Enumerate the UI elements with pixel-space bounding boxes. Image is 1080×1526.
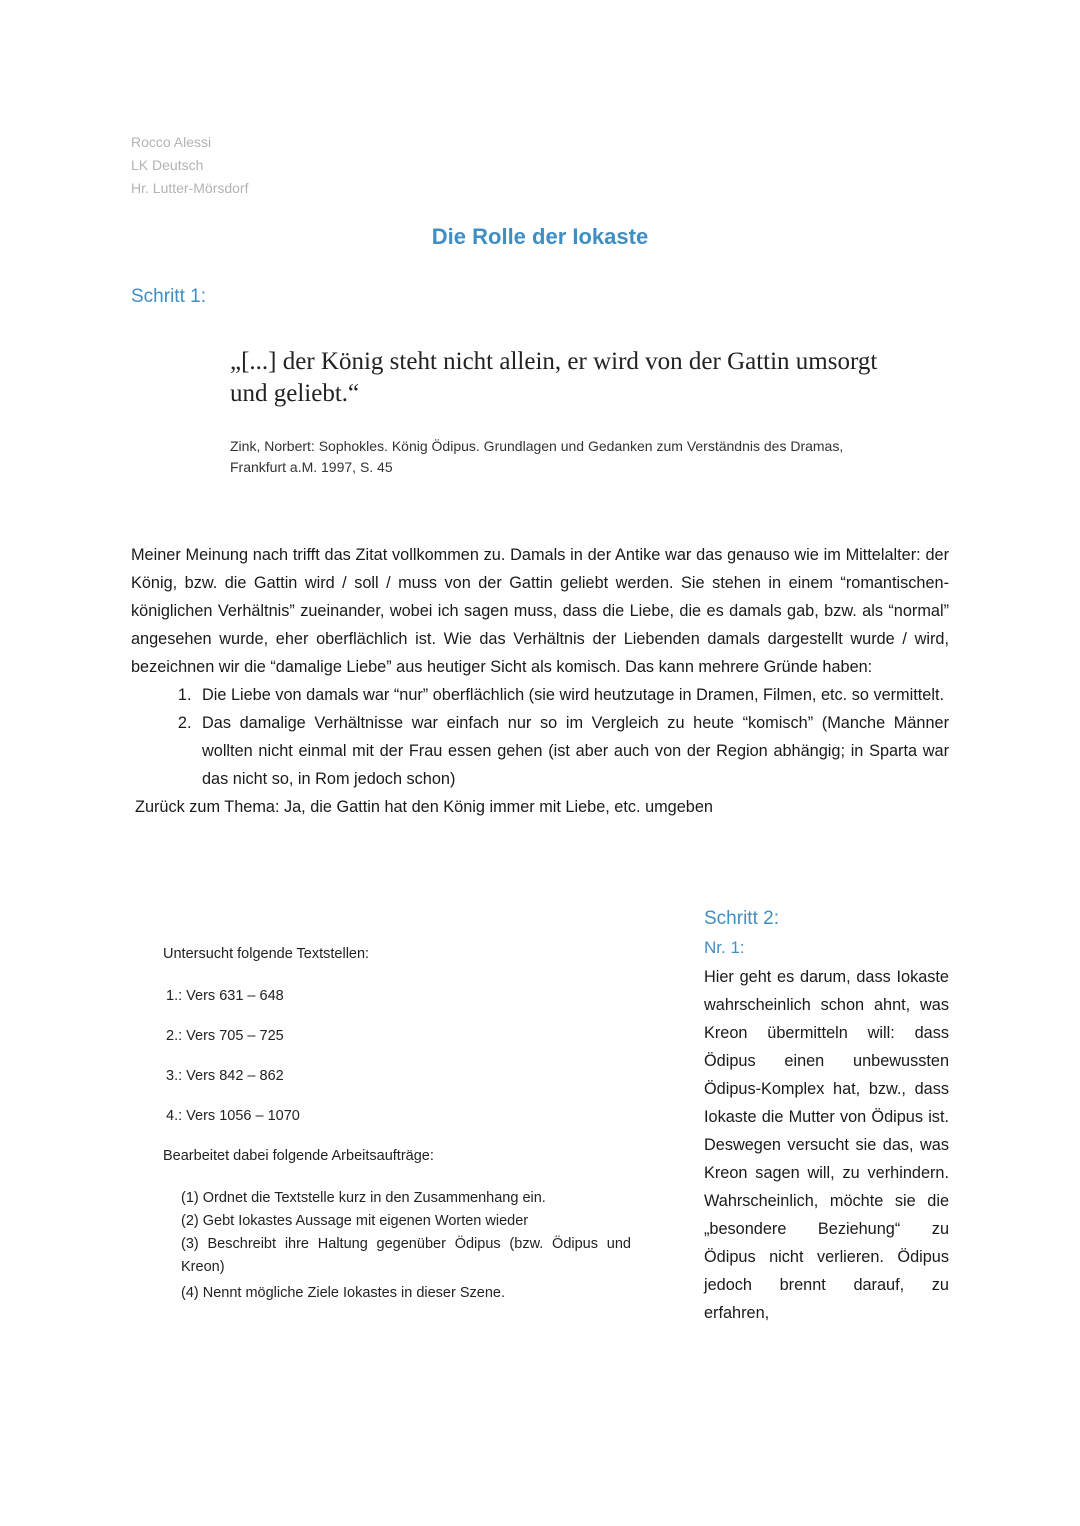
reason-item: 1. Die Liebe von damals war “nur” oberflächlich (sie wird heutzutage in Dramen, Filmen, etc. so vermittelt. [196, 681, 949, 709]
author-name: Rocco Alessi [131, 134, 212, 150]
assignment-item: (2) Gebt Iokastes Aussage mit eigenen Worten wieder [181, 1213, 529, 1229]
verse-item: 3.: Vers 842 – 862 [166, 1068, 284, 1084]
back-to-topic: Zurück zum Thema: Ja, die Gattin hat den König immer mit Liebe, etc. umgeben [135, 798, 713, 816]
step1-paragraph: Meiner Meinung nach trifft das Zitat vollkommen zu. Damals in der Antike war das genauso wie im Mittelalter: der König, bzw. die Gattin wird / soll / muss von der Gattin geliebt werden. Sie stehen in einem “romantischen-königlichen Verhältnis” zueinander, wobei ich sagen muss, dass die Liebe, die es damals gab, bzw. als “normal” angesehen wurde, eher oberflächlich ist. Wie das Verhältnis der Liebenden damals dargestellt wurde / wird, bezeichnen wir die “damalige Liebe” aus heutiger Sicht als komisch. Das kann mehrere Gründe haben: [131, 546, 949, 676]
verse-item: 4.: Vers 1056 – 1070 [166, 1108, 300, 1124]
document-header [131, 131, 248, 200]
verse-item: 1.: Vers 631 – 648 [166, 988, 284, 1004]
step1-heading: Schritt 1: [131, 286, 206, 307]
assignments-intro: Bearbeitet dabei folgende Arbeitsaufträge: [163, 1148, 434, 1164]
step2-heading: Schritt 2: [704, 908, 779, 929]
reasons-list [131, 681, 949, 793]
task-intro: Untersucht folgende Textstellen: [163, 946, 370, 962]
assignment-item: (3) Beschreibt ihre Haltung gegenüber Ödipus (bzw. Ödipus und Kreon) [181, 1236, 631, 1275]
citation: Zink, Norbert: Sophokles. König Ödipus. Grundlagen und Gedanken zum Verständnis des Dramas, Frankfurt a.M. 1997, S. 45 [230, 438, 844, 475]
assignment-item: (4) Nennt mögliche Ziele Iokastes in dieser Szene. [181, 1285, 505, 1301]
assignments-list [181, 1187, 631, 1305]
step2-text: Hier geht es darum, dass Iokaste wahrscheinlich schon ahnt, was Kreon übermitteln will: dass Ödipus einen unbewussten Ödipus-Komplex hat, bzw., dass Iokaste die Mutter von Ödipus ist. Deswegen versucht sie das, was Kreon sagen will, zu verhindern. Wahrscheinlich, möchte sie die „besondere Beziehung“ zu Ödipus nicht verlieren. Ödipus jedoch brennt darauf, zu erfahren, [704, 968, 949, 1322]
quote: „[...] der König steht nicht allein, er wird von der Gattin umsorgt und geliebt.“ [230, 348, 878, 407]
course-name: LK Deutsch [131, 157, 204, 173]
teacher-name: Hr. Lutter-Mörsdorf [131, 180, 249, 196]
step1-body [131, 541, 949, 821]
reason-item: 2. Das damalige Verhältnisse war einfach nur so im Vergleich zu heute “komisch” (Manche Männer wollten nicht einmal mit der Frau essen gehen (ist aber auch von der Region abhängig; in Sparta war das nicht so, in Rom jedoch schon) [196, 709, 949, 793]
assignment-item: (1) Ordnet die Textstelle kurz in den Zusammenhang ein. [181, 1190, 546, 1206]
document-title: Die Rolle der Iokaste [431, 224, 649, 249]
verse-item: 2.: Vers 705 – 725 [166, 1028, 284, 1044]
step2-subheading: Nr. 1: [704, 938, 745, 957]
